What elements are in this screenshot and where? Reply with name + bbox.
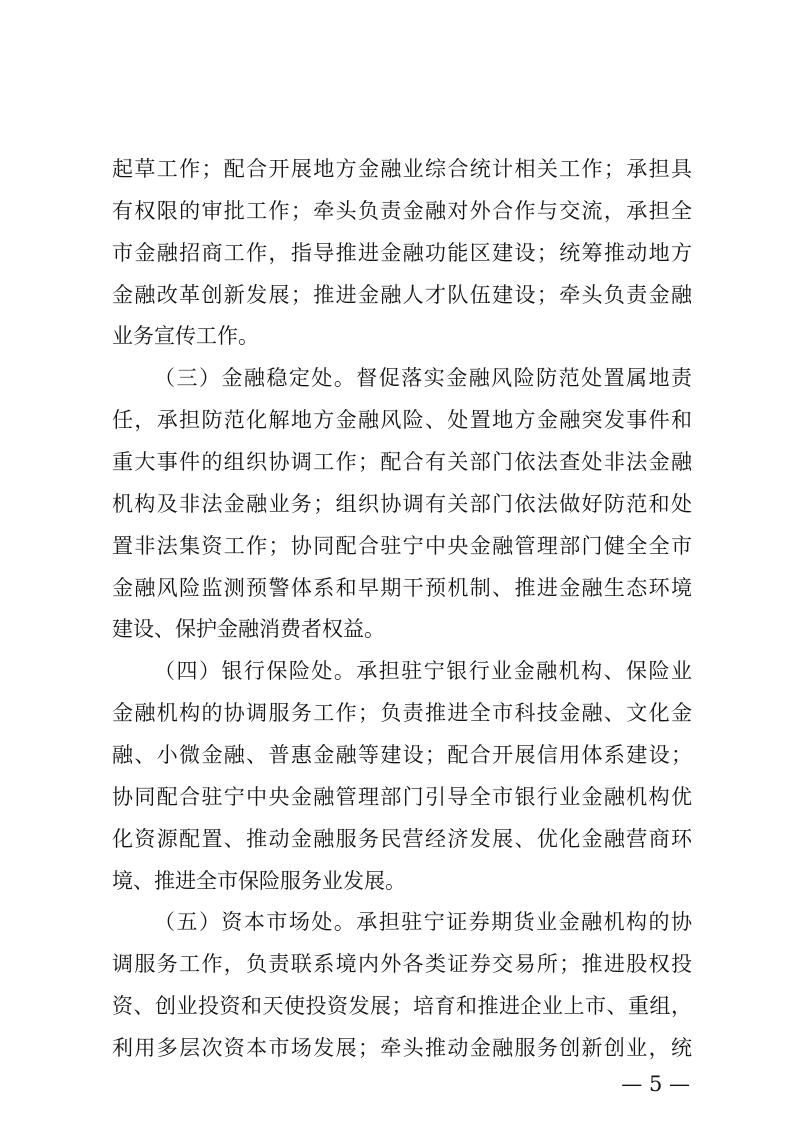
text-line: 金融机构的协调服务工作；负责推进全市科技金融、文化金 [112, 701, 692, 726]
text-line: 业务宣传工作。 [112, 324, 259, 349]
text-line: 机构及非法金融业务；组织协调有关部门依法做好防范和处 [112, 491, 692, 516]
text-line: 金融风险监测预警体系和早期干预机制、推进金融生态环境 [112, 575, 692, 600]
text-line: 化资源配置、推动金融服务民营经济发展、优化金融营商环 [112, 826, 692, 851]
paragraph-continuation [112, 149, 692, 358]
text-line: 资、创业投资和天使投资发展；培育和推进企业上市、重组， [112, 994, 692, 1019]
text-line: 置非法集资工作；协同配合驻宁中央金融管理部门健全全市 [112, 533, 692, 558]
text-line: 金融改革创新发展；推进金融人才队伍建设；牵头负责金融 [112, 282, 692, 307]
text-line: 利用多层次资本市场发展；牵头推动金融服务创新创业，统 [112, 1036, 692, 1061]
paragraph-banking-insurance [112, 651, 692, 902]
text-line: 境、推进全市保险服务业发展。 [112, 868, 406, 893]
text-line: 调服务工作，负责联系境内外各类证券交易所；推进股权投 [112, 952, 692, 977]
text-line: 市金融招商工作，指导推进金融功能区建设；统筹推动地方 [112, 240, 692, 265]
text-line: 融、小微金融、普惠金融等建设；配合开展信用体系建设； [112, 743, 692, 768]
text-line: 建设、保护金融消费者权益。 [112, 617, 385, 642]
text-line: 重大事件的组织协调工作；配合有关部门依法查处非法金融 [112, 450, 692, 475]
text-line: 任，承担防范化解地方金融风险、处置地方金融突发事件和 [112, 408, 692, 433]
section-heading-line: （三）金融稳定处。督促落实金融风险防范处置属地责 [154, 366, 692, 391]
paragraph-financial-stability [112, 358, 692, 651]
document-body [112, 149, 692, 1070]
page-number: — 5 — [621, 1072, 690, 1096]
text-line: 有权限的审批工作；牵头负责金融对外合作与交流，承担全 [112, 198, 692, 223]
section-heading-line: （五）资本市场处。承担驻宁证券期货业金融机构的协 [154, 910, 692, 935]
text-line: 协同配合驻宁中央金融管理部门引导全市银行业金融机构优 [112, 784, 692, 809]
paragraph-capital-markets [112, 902, 692, 1069]
section-heading-line: （四）银行保险处。承担驻宁银行业金融机构、保险业 [154, 659, 692, 684]
text-line: 起草工作；配合开展地方金融业综合统计相关工作；承担具 [112, 157, 692, 181]
